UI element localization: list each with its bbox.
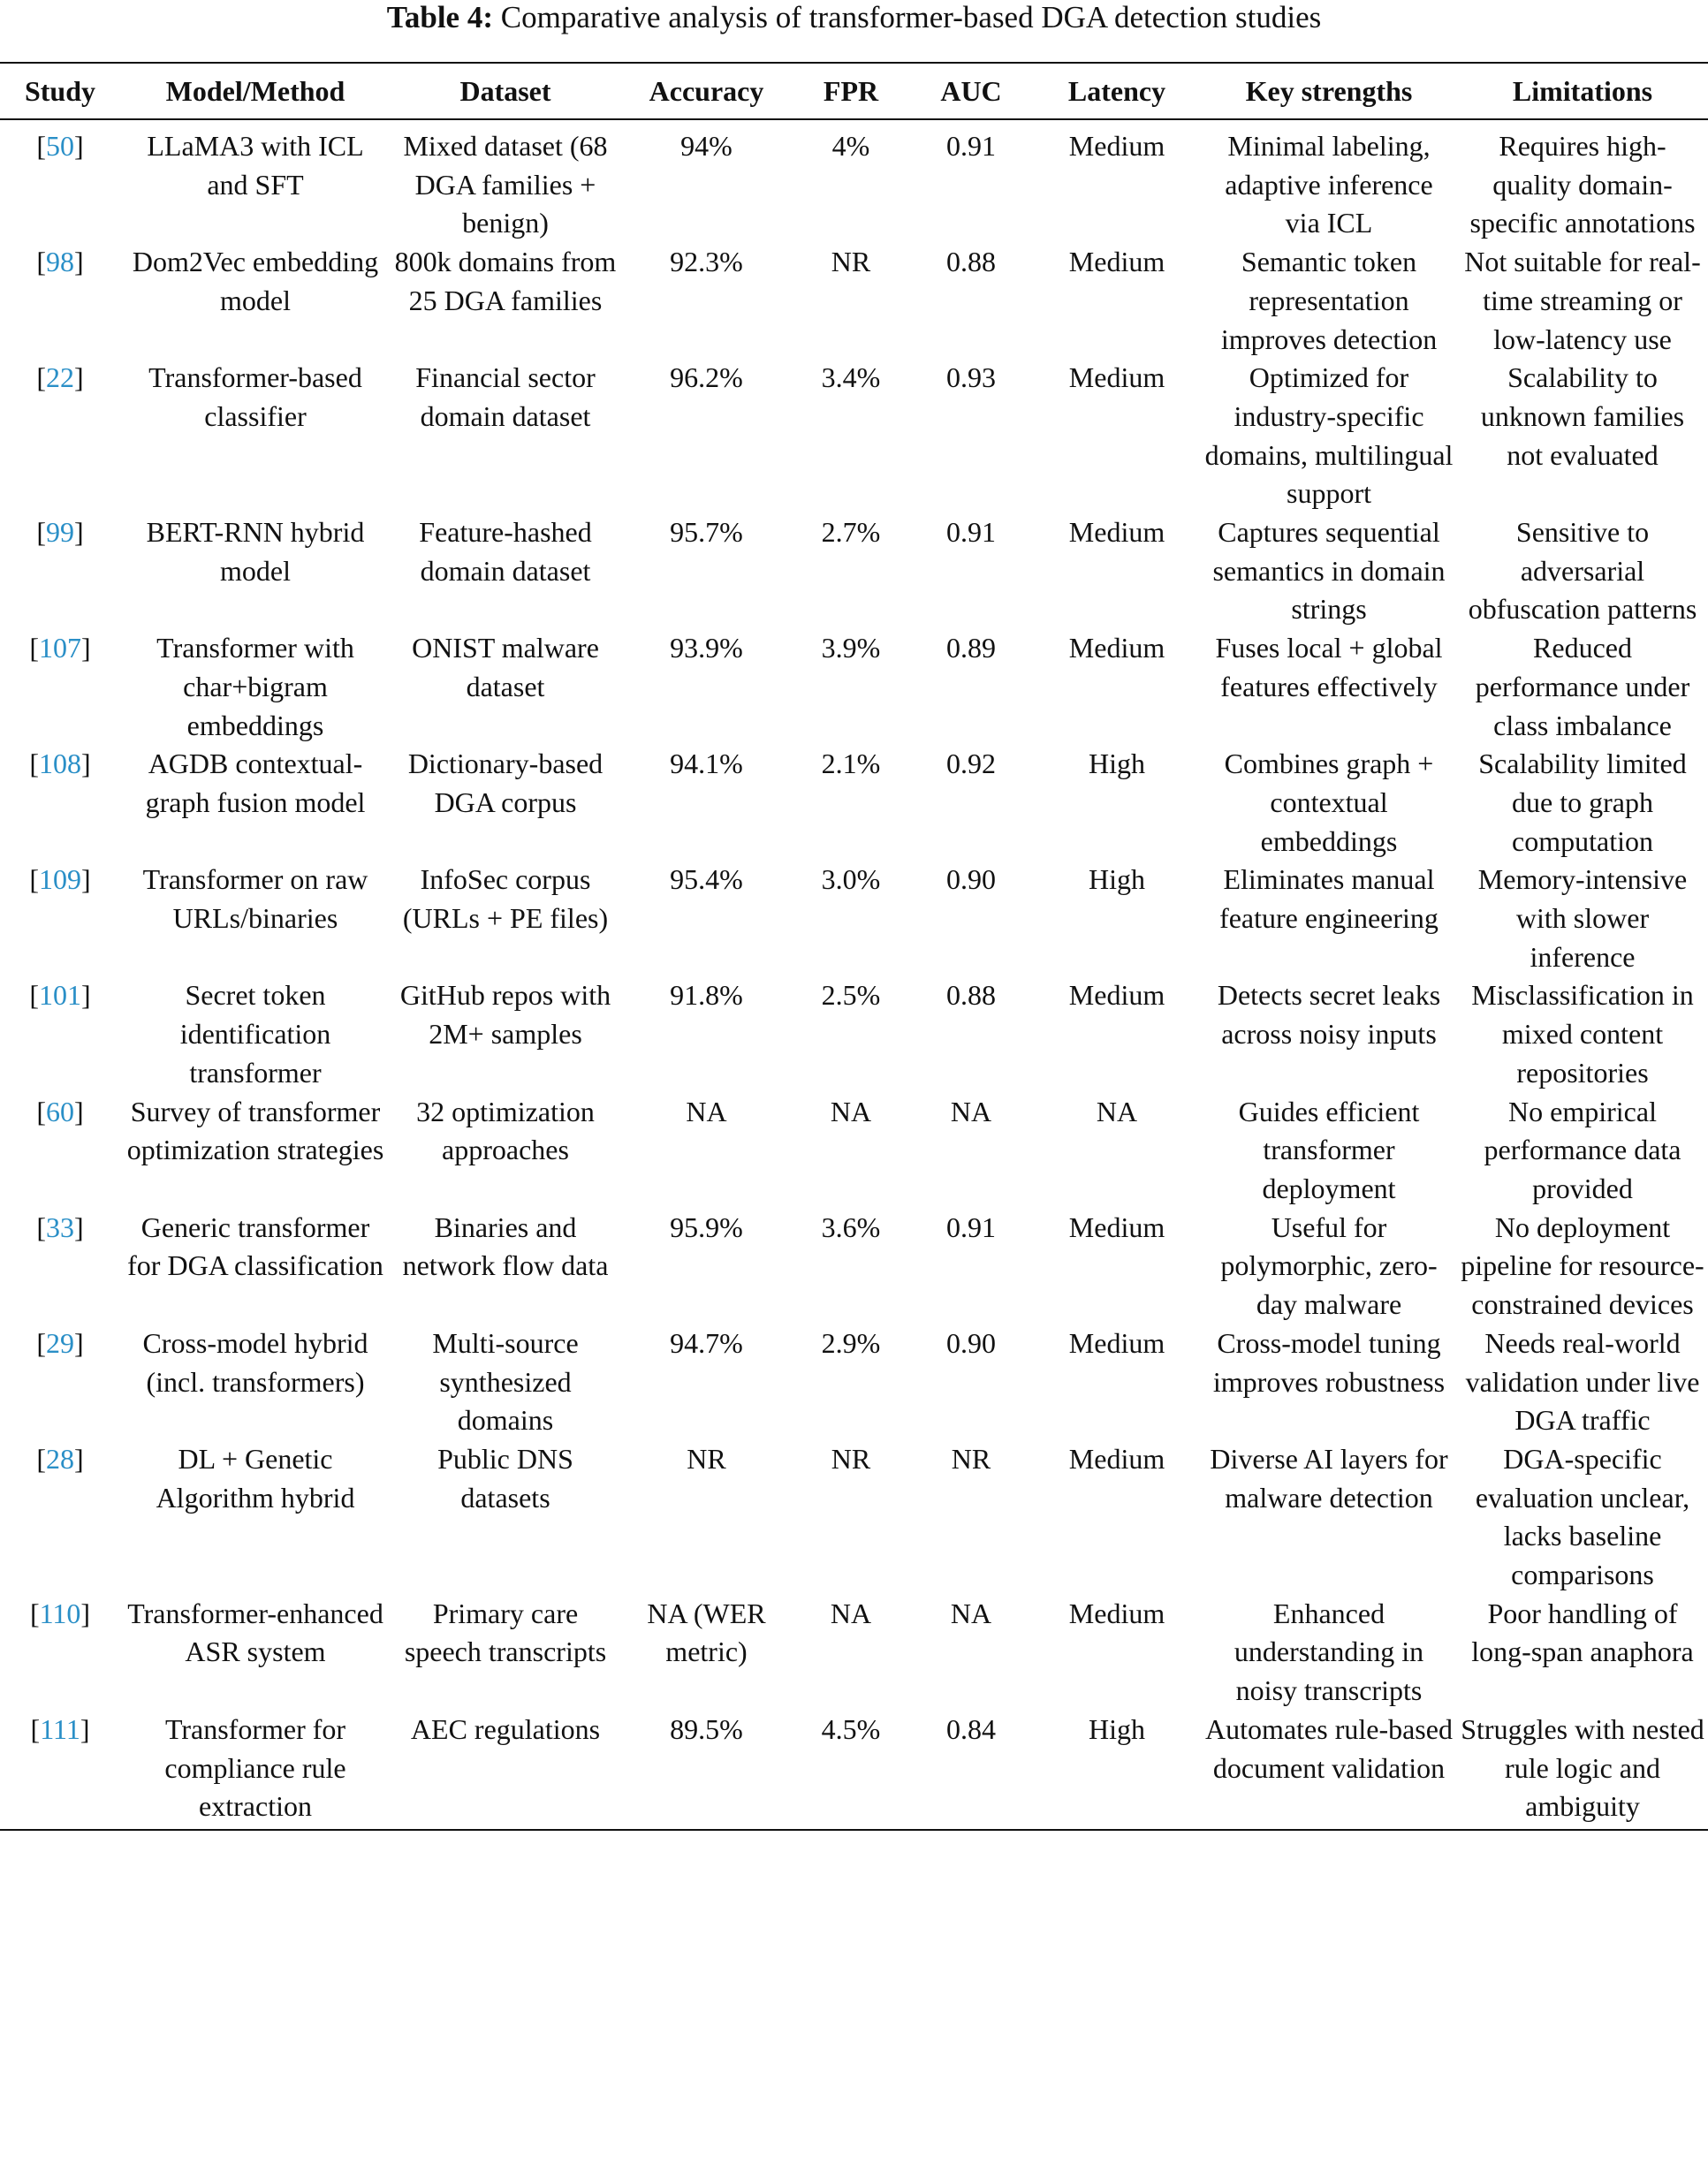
cell-limitations: DGA-specific evaluation unclear, lacks baseline comparisons <box>1475 1442 1690 1591</box>
cell-model: Secret token identification transformer <box>179 979 331 1089</box>
cell-dataset: InfoSec corpus (URLs + PE files) <box>402 863 609 935</box>
cell-dataset: 800k domains from 25 DGA families <box>394 246 617 316</box>
citation-link[interactable]: 28 <box>46 1442 74 1475</box>
cell-accuracy: 89.5% <box>670 1712 743 1745</box>
header-limitations: Limitations <box>1457 63 1708 119</box>
cell-model: Dom2Vec embedding model <box>132 246 379 316</box>
comparison-table <box>0 62 1708 1831</box>
citation-link[interactable]: 99 <box>46 516 74 549</box>
cell-model: AGDB contextual-graph fusion model <box>145 748 366 818</box>
cell-auc: NR <box>951 1442 991 1475</box>
cell-strengths: Guides efficient transformer deployment <box>1238 1095 1420 1204</box>
cell-limitations: Scalability to unknown families not evaluated <box>1480 361 1685 471</box>
cell-model: Generic transformer for DGA classification <box>127 1210 383 1282</box>
cell-model: Transformer-based classifier <box>148 361 362 432</box>
bracket-close: ] <box>74 1095 84 1127</box>
table-row <box>0 243 1708 359</box>
table-row <box>0 745 1708 861</box>
bracket-close: ] <box>80 1712 90 1745</box>
cell-study <box>0 359 120 513</box>
cell-fpr: 2.7% <box>821 516 881 549</box>
header-dataset: Dataset <box>391 63 620 119</box>
cell-dataset: ONIST malware dataset <box>412 632 599 702</box>
citation-link[interactable]: 111 <box>40 1712 80 1745</box>
cell-dataset: Mixed dataset (68 DGA families + benign) <box>403 130 608 239</box>
cell-fpr: NR <box>831 1442 871 1475</box>
cell-study <box>0 745 120 861</box>
cell-strengths: Automates rule-based document validation <box>1205 1712 1453 1784</box>
cell-fpr: 4.5% <box>821 1712 881 1745</box>
cell-fpr: 2.1% <box>821 748 881 780</box>
cell-limitations: Misclassification in mixed content repositories <box>1471 979 1694 1089</box>
cell-auc: 0.89 <box>946 632 996 664</box>
cell-latency: High <box>1089 748 1145 780</box>
bracket-open: [ <box>29 863 39 896</box>
cell-auc: NA <box>950 1597 992 1629</box>
table-row <box>0 1324 1708 1440</box>
cell-dataset: Primary care speech transcripts <box>404 1597 607 1668</box>
table-row <box>0 1093 1708 1209</box>
table-row <box>0 119 1708 243</box>
table-body <box>0 119 1708 1830</box>
table-row <box>0 1595 1708 1711</box>
table-row <box>0 1209 1708 1324</box>
citation-link[interactable]: 98 <box>46 246 74 278</box>
cell-auc: 0.90 <box>946 863 996 896</box>
bracket-close: ] <box>74 516 84 549</box>
cell-limitations: Reduced performance under class imbalance <box>1475 632 1690 741</box>
cell-limitations: Struggles with nested rule logic and ambiguity <box>1461 1712 1704 1823</box>
cell-accuracy: 92.3% <box>670 246 743 278</box>
bracket-close: ] <box>81 632 91 664</box>
cell-fpr: 2.9% <box>821 1326 881 1359</box>
cell-study <box>0 1440 120 1595</box>
table-row <box>0 629 1708 745</box>
cell-limitations: Sensitive to adversarial obfuscation patterns <box>1468 516 1697 626</box>
cell-latency: Medium <box>1068 361 1165 394</box>
cell-auc: 0.92 <box>946 748 996 780</box>
cell-study <box>0 861 120 976</box>
cell-dataset: Feature-hashed domain dataset <box>419 516 592 587</box>
cell-strengths: Captures sequential semantics in domain strings <box>1212 516 1446 626</box>
header-accuracy: Accuracy <box>620 63 793 119</box>
citation-link[interactable]: 60 <box>46 1095 74 1127</box>
cell-accuracy: 94.1% <box>670 748 743 780</box>
cell-study <box>0 1209 120 1324</box>
cell-strengths: Combines graph + contextual embeddings <box>1224 748 1434 857</box>
cell-auc: 0.84 <box>946 1712 996 1745</box>
bracket-open: [ <box>36 1442 46 1475</box>
cell-limitations: No deployment pipeline for resource-constrained devices <box>1461 1210 1704 1321</box>
cell-auc: 0.88 <box>946 979 996 1012</box>
bracket-close: ] <box>74 130 84 162</box>
table-row <box>0 513 1708 629</box>
cell-fpr: 2.5% <box>821 979 881 1012</box>
bracket-close: ] <box>81 979 91 1012</box>
cell-limitations: Needs real-world validation under live DGA traffic <box>1465 1326 1700 1437</box>
cell-latency: NA <box>1096 1095 1138 1127</box>
header-row <box>0 63 1708 119</box>
cell-auc: 0.93 <box>946 361 996 394</box>
cell-study <box>0 1324 120 1440</box>
cell-accuracy: 95.9% <box>670 1210 743 1243</box>
cell-dataset: AEC regulations <box>410 1712 601 1745</box>
citation-link[interactable]: 50 <box>46 130 74 162</box>
cell-latency: Medium <box>1068 516 1165 549</box>
cell-model: Cross-model hybrid (incl. transformers) <box>142 1326 368 1398</box>
cell-model: DL + Genetic Algorithm hybrid <box>156 1442 355 1514</box>
table-row <box>0 1440 1708 1595</box>
cell-fpr: NA <box>830 1095 872 1127</box>
cell-limitations: Not suitable for real-time streaming or low-latency use <box>1464 246 1701 355</box>
bracket-open: [ <box>30 1712 41 1745</box>
citation-link[interactable]: 110 <box>39 1597 81 1629</box>
cell-strengths: Diverse AI layers for malware detection <box>1210 1442 1448 1514</box>
cell-accuracy: 93.9% <box>670 632 743 664</box>
cell-study <box>0 1595 120 1711</box>
bracket-close: ] <box>74 1326 84 1359</box>
bracket-open: [ <box>36 130 46 162</box>
bracket-open: [ <box>36 361 46 394</box>
bracket-close: ] <box>74 246 84 278</box>
citation-link[interactable]: 108 <box>39 748 81 780</box>
bracket-open: [ <box>36 246 46 278</box>
cell-study <box>0 629 120 745</box>
cell-latency: Medium <box>1068 1326 1165 1359</box>
cell-latency: Medium <box>1068 1442 1165 1475</box>
bracket-close: ] <box>80 1597 91 1629</box>
cell-strengths: Minimal labeling, adaptive inference via ICL <box>1225 130 1433 239</box>
cell-dataset: Binaries and network flow data <box>402 1210 609 1282</box>
cell-strengths: Fuses local + global features effectively <box>1215 632 1443 702</box>
header-fpr: FPR <box>793 63 909 119</box>
cell-model: Transformer on raw URLs/binaries <box>142 863 368 935</box>
cell-limitations: Scalability limited due to graph computation <box>1478 748 1687 857</box>
cell-limitations: Memory-intensive with slower inference <box>1477 863 1688 973</box>
cell-study <box>0 119 120 243</box>
cell-study <box>0 1093 120 1209</box>
bracket-open: [ <box>29 748 39 780</box>
cell-accuracy: NA (WER metric) <box>647 1597 766 1668</box>
cell-fpr: 3.9% <box>821 632 881 664</box>
table-caption <box>0 0 1708 41</box>
table-row <box>0 359 1708 513</box>
bracket-open: [ <box>36 1095 46 1127</box>
cell-accuracy: 94% <box>680 130 733 162</box>
citation-link[interactable]: 22 <box>46 361 74 394</box>
cell-dataset: GitHub repos with 2M+ samples <box>399 979 611 1051</box>
bracket-open: [ <box>29 632 39 664</box>
cell-auc: NA <box>950 1095 992 1127</box>
cell-study <box>0 513 120 629</box>
cell-accuracy: 94.7% <box>670 1326 743 1359</box>
cell-accuracy: 91.8% <box>670 979 743 1012</box>
bracket-open: [ <box>36 1210 46 1243</box>
cell-model: Transformer-enhanced ASR system <box>127 1597 383 1668</box>
cell-study <box>0 976 120 1092</box>
cell-fpr: 4% <box>831 130 870 162</box>
cell-model: Survey of transformer optimization strategies <box>126 1095 384 1166</box>
cell-accuracy: NR <box>687 1442 726 1475</box>
cell-fpr: 3.6% <box>821 1210 881 1243</box>
cell-limitations: Poor handling of long-span anaphora <box>1471 1597 1694 1668</box>
cell-limitations: Requires high-quality domain-specific annotations <box>1469 130 1696 239</box>
cell-latency: High <box>1089 1712 1145 1745</box>
table-row <box>0 976 1708 1092</box>
cell-fpr: NR <box>831 246 871 278</box>
cell-dataset: 32 optimization approaches <box>416 1095 595 1166</box>
cell-dataset: Dictionary-based DGA corpus <box>407 748 603 818</box>
header-latency: Latency <box>1033 63 1201 119</box>
cell-auc: 0.90 <box>946 1326 996 1359</box>
bracket-close: ] <box>74 361 84 394</box>
bracket-close: ] <box>81 748 91 780</box>
cell-latency: Medium <box>1068 1210 1165 1243</box>
bracket-open: [ <box>29 1597 40 1629</box>
cell-dataset: Financial sector domain dataset <box>415 361 596 432</box>
cell-accuracy: 95.7% <box>670 516 743 549</box>
citation-link[interactable]: 109 <box>39 863 81 896</box>
cell-strengths: Detects secret leaks across noisy inputs <box>1217 979 1441 1051</box>
header-study: Study <box>0 63 120 119</box>
header-model: Model/Method <box>120 63 391 119</box>
cell-auc: 0.91 <box>946 130 996 162</box>
bracket-close: ] <box>74 1210 84 1243</box>
cell-dataset: Public DNS datasets <box>437 1442 573 1514</box>
table-row <box>0 1711 1708 1830</box>
cell-latency: High <box>1089 863 1145 896</box>
cell-auc: 0.91 <box>946 1210 996 1243</box>
cell-model: LLaMA3 with ICL and SFT <box>147 130 364 201</box>
cell-fpr: NA <box>830 1597 872 1629</box>
caption-label: Table 4: <box>386 0 493 34</box>
cell-accuracy: 95.4% <box>670 863 743 896</box>
cell-latency: Medium <box>1068 632 1165 664</box>
bracket-open: [ <box>29 979 39 1012</box>
cell-study <box>0 243 120 359</box>
cell-model: Transformer with char+bigram embeddings <box>156 632 354 741</box>
cell-strengths: Enhanced understanding in noisy transcripts <box>1234 1597 1424 1707</box>
bracket-close: ] <box>81 863 91 896</box>
cell-limitations: No empirical performance data provided <box>1484 1095 1681 1204</box>
header-strengths: Key strengths <box>1201 63 1457 119</box>
cell-fpr: 3.0% <box>821 863 881 896</box>
cell-latency: Medium <box>1068 1597 1165 1629</box>
cell-dataset: Multi-source synthesized domains <box>432 1326 579 1437</box>
cell-latency: Medium <box>1068 130 1165 162</box>
cell-strengths: Eliminates manual feature engineering <box>1219 863 1439 935</box>
bracket-close: ] <box>74 1442 84 1475</box>
cell-fpr: 3.4% <box>821 361 881 394</box>
cell-latency: Medium <box>1068 979 1165 1012</box>
citation-link[interactable]: 33 <box>46 1210 74 1243</box>
cell-accuracy: NA <box>686 1095 727 1127</box>
caption-text: Comparative analysis of transformer-based DGA detection studies <box>500 0 1322 34</box>
cell-accuracy: 96.2% <box>670 361 743 394</box>
citation-link[interactable]: 107 <box>39 632 81 664</box>
cell-strengths: Semantic token representation improves detection <box>1220 246 1438 355</box>
cell-study <box>0 1711 120 1830</box>
cell-auc: 0.91 <box>946 516 996 549</box>
cell-model: Transformer for compliance rule extraction <box>164 1712 346 1823</box>
bracket-open: [ <box>36 516 46 549</box>
cell-strengths: Optimized for industry-specific domains, multilingual support <box>1204 361 1454 510</box>
cell-latency: Medium <box>1068 246 1165 278</box>
citation-link[interactable]: 101 <box>39 979 81 1012</box>
citation-link[interactable]: 29 <box>46 1326 74 1359</box>
cell-model: BERT-RNN hybrid model <box>146 516 365 587</box>
cell-strengths: Useful for polymorphic, zero-day malware <box>1220 1210 1438 1321</box>
cell-auc: 0.88 <box>946 246 996 278</box>
table-row <box>0 861 1708 976</box>
header-auc: AUC <box>909 63 1033 119</box>
cell-strengths: Cross-model tuning improves robustness <box>1212 1326 1446 1398</box>
bracket-open: [ <box>36 1326 46 1359</box>
